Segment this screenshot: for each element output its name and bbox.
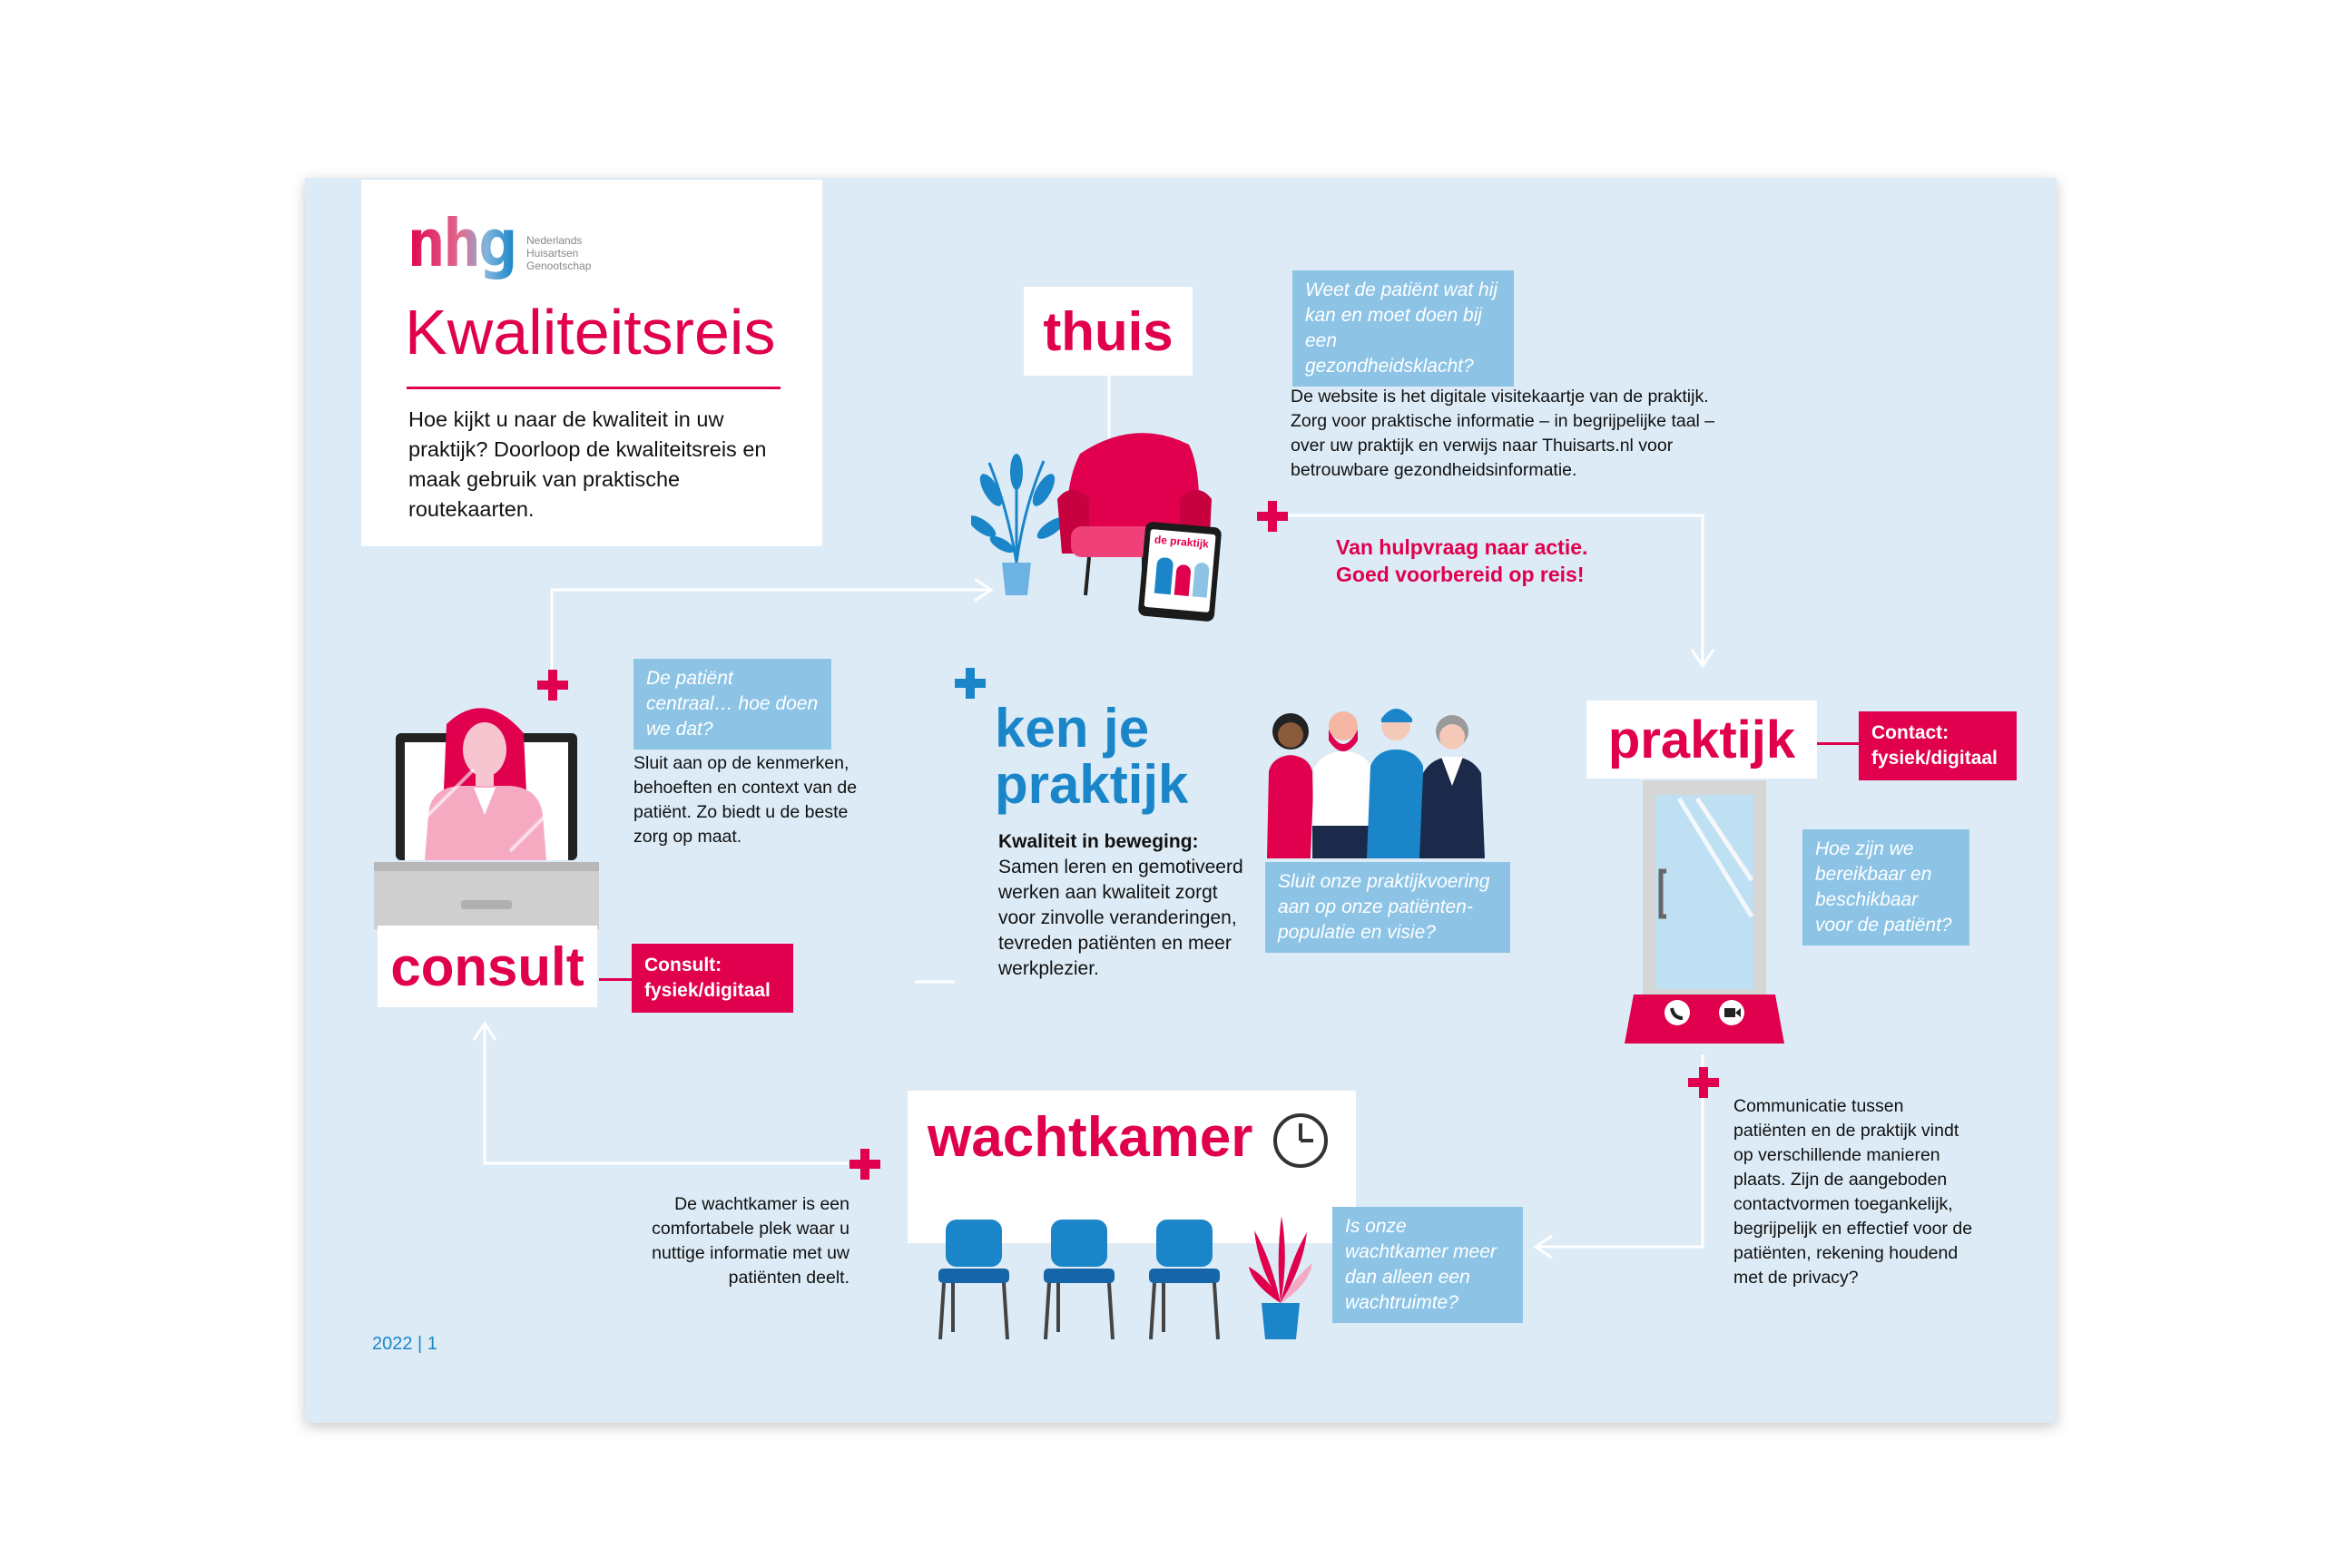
connector-wachtkamer-consult (485, 1025, 849, 1163)
door-illustration (1625, 780, 1784, 1044)
consult-label: consult (378, 926, 597, 1007)
praktijk-label: praktijk (1586, 701, 1817, 779)
tablet-illustration (1138, 522, 1223, 622)
title-underline (407, 387, 781, 389)
tablet-text: de praktijk (1154, 533, 1210, 551)
page-title: Kwaliteitsreis (405, 297, 776, 368)
praktijk-tag-pointer (1817, 742, 1859, 745)
connector-praktijk-wachtkamer (1537, 1054, 1703, 1247)
center-text: Kwaliteit in beweging: Samen leren en gemotiveerd werken aan kwaliteit zorgt voor zinvolle veranderingen, tevreden patiënten en meer werkplezier. (998, 831, 1243, 979)
plus-icon (537, 670, 568, 701)
center-title: ken je praktijk (995, 698, 1189, 815)
wachtkamer-label: wachtkamer (928, 1106, 1253, 1169)
praktijk-question: Hoe zijn we bereikbaar en beschikbaar voor de patiënt? (1802, 829, 1969, 946)
consult-tag-pointer (599, 978, 633, 981)
logo-mark: nhg (407, 205, 515, 281)
plus-icon (849, 1149, 880, 1180)
potted-plant-illustration (1249, 1212, 1312, 1339)
intro-text: Hoe kijkt u naar de kwaliteit in uw praktijk? Doorloop de kwaliteitsreis en maak gebruik van praktische routekaarten. (408, 407, 767, 521)
nhg-logo (407, 205, 525, 287)
praktijk-body: Communicatie tussen patiënten en de praktijk vindt op verschillende manieren plaats. Zijn de aangeboden contactvormen toegankelijk, begrijpelijk en effectief voor de patiënten, rekening houdend met de privacy? (1733, 1096, 1973, 1288)
consult-body: Sluit aan op de kenmerken, behoeften en context van de patiënt. Zo biedt u de beste zorg op maat. (633, 753, 858, 847)
center-question: Sluit onze praktijkvoering aan op onze patiënten-populatie en visie? (1265, 862, 1510, 953)
page-number: 2022 | 1 (372, 1334, 437, 1354)
thuis-question: Weet de patiënt wat hij kan en moet doen bij een gezondheidsklacht? (1292, 270, 1514, 387)
wachtkamer-body: De wachtkamer is een comfortabele plek waar u nuttige informatie met uw patiënten deelt. (652, 1194, 849, 1288)
logo-wordmark: Nederlands Huisartsen Genootschap (526, 234, 592, 272)
consult-laptop-illustration (374, 697, 601, 929)
plus-icon (1688, 1067, 1719, 1098)
plant-illustration (971, 445, 1062, 599)
praktijk-tag: Contact: fysiek/digitaal (1859, 711, 2017, 780)
consult-tag: Consult: fysiek/digitaal (632, 944, 793, 1013)
plus-icon (1257, 501, 1288, 532)
thuis-body: De website is het digitale visitekaartje van de praktijk. Zorg voor praktische informatie – in begrijpelijke taal – over uw praktijk en verwijs naar Thuisarts.nl voor betrouwbare gezondheidsinformatie. (1291, 387, 1715, 480)
thuis-label: thuis (1024, 287, 1193, 376)
consult-question: De patiënt centraal… hoe doen we dat? (633, 659, 831, 750)
wachtkamer-question: Is onze wachtkamer meer dan alleen een wachtruimte? (1332, 1207, 1523, 1323)
plus-icon-blue (955, 668, 986, 699)
clock-icon (1272, 1112, 1329, 1169)
chairs-illustration (935, 1216, 1243, 1343)
team-illustration (1260, 699, 1505, 862)
thuis-slogan: Van hulpvraag naar actie. Goed voorbereid op reis! (1336, 535, 1588, 586)
